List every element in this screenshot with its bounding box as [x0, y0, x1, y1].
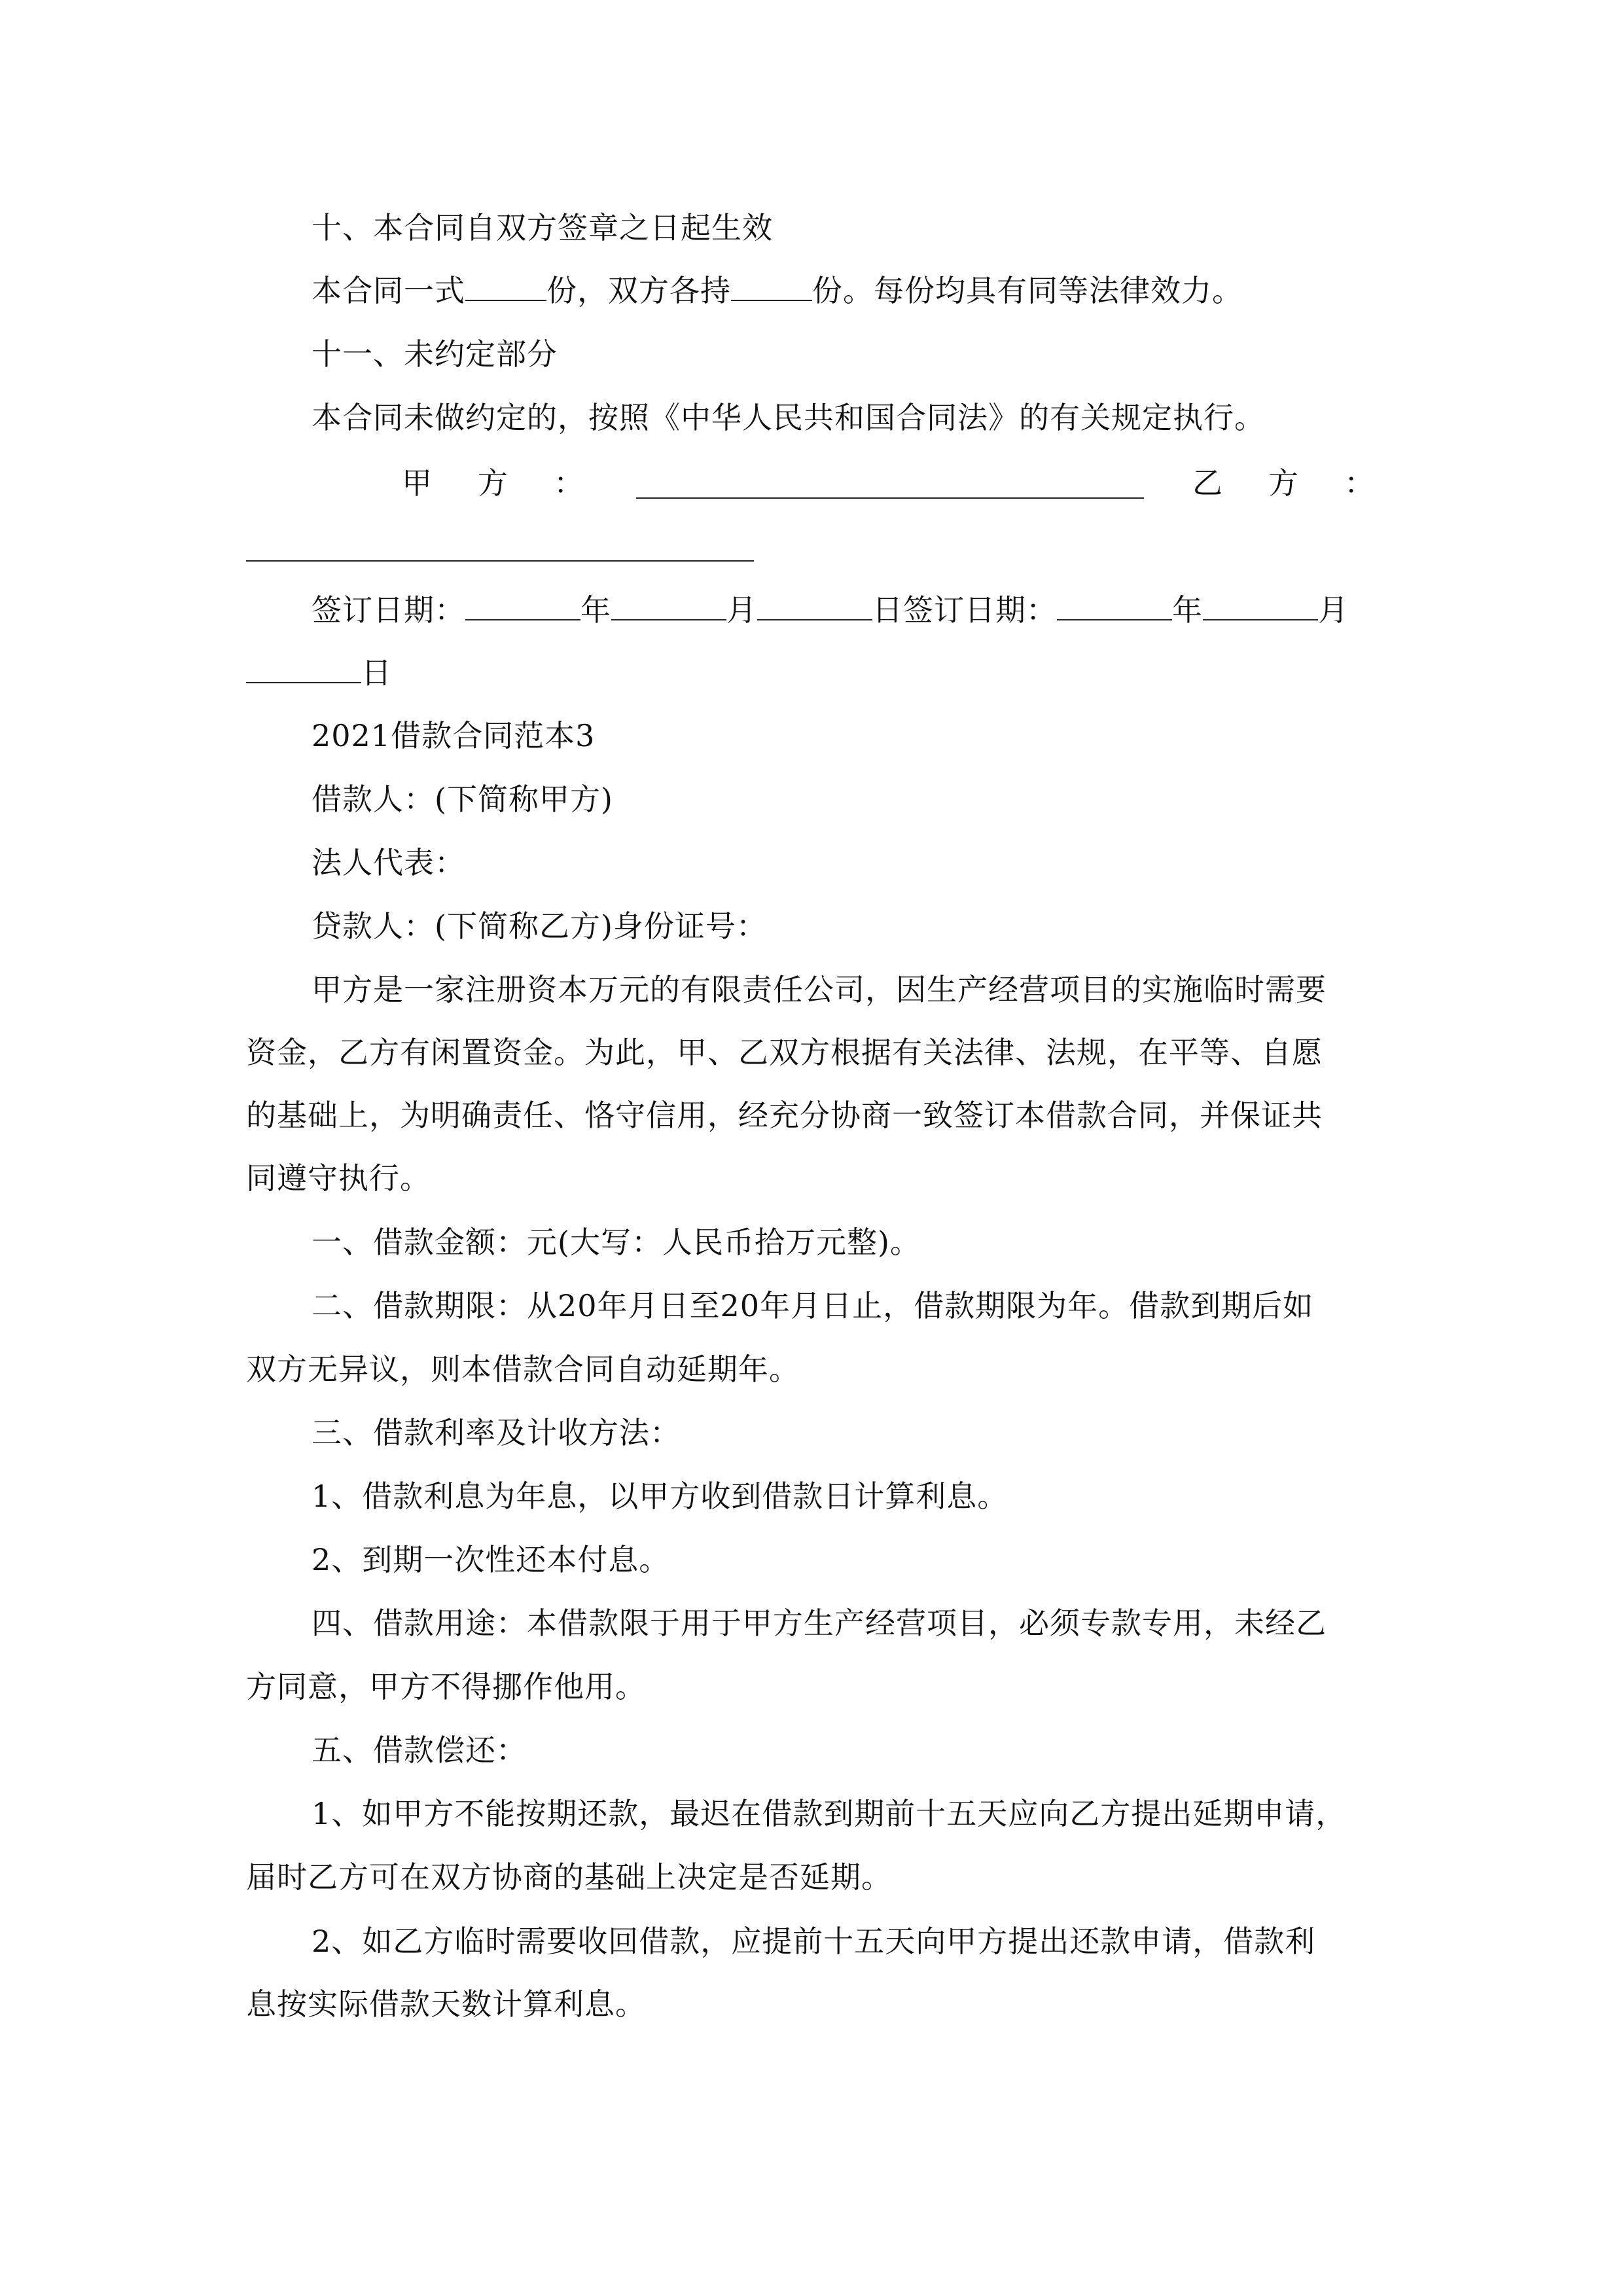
clause-2-line-1: 二、借款期限：从20年月日至20年月日止，借款期限为年。借款到期后如 — [312, 1288, 1314, 1323]
date-label-a: 签订日期： — [312, 592, 465, 628]
day-blank-b — [246, 656, 361, 683]
party-a-signature-line — [636, 497, 1144, 499]
date-label-b: 日签订日期： — [872, 592, 1057, 628]
borrower-line: 借款人：(下简称甲方) — [312, 781, 613, 817]
clause-5-item-1-line-2: 届时乙方可在双方协商的基础上决定是否延期。 — [246, 1859, 892, 1895]
copies-each-blank — [731, 274, 812, 301]
year-blank-b — [1057, 593, 1172, 620]
copies-text-a: 本合同一式 — [312, 273, 465, 308]
section-10-copies — [312, 271, 1243, 310]
clause-5: 五、借款偿还： — [312, 1732, 527, 1768]
section-11-text: 本合同未做约定的，按照《中华人民共和国合同法》的有关规定执行。 — [312, 400, 1265, 435]
contract-3-title: 2021借款合同范本3 — [312, 718, 596, 753]
copies-text-c: 份。每份均具有同等法律效力。 — [812, 273, 1243, 308]
clause-3-item-2: 2、到期一次性还本付息。 — [312, 1542, 670, 1577]
clause-5-item-1-line-1: 1、如甲方不能按期还款，最迟在借款到期前十五天应向乙方提出延期申请， — [312, 1796, 1347, 1831]
party-a-char-1: 甲 — [402, 465, 433, 501]
party-b-signature-line — [246, 560, 754, 562]
intro-line-2: 资金，乙方有闲置资金。为此，甲、乙双方根据有关法律、法规，在平等、自愿 — [246, 1035, 1323, 1070]
party-b-char-2: 方 — [1268, 465, 1299, 501]
clause-5-item-2-line-1: 2、如乙方临时需要收回借款，应提前十五天向甲方提出还款申请，借款利 — [312, 1924, 1316, 1959]
day-text-b: 日 — [361, 655, 392, 691]
party-a-char-2: 方 — [478, 465, 508, 501]
clause-3-item-1: 1、借款利息为年息，以甲方收到借款日计算利息。 — [312, 1479, 1008, 1514]
day-blank-a — [757, 593, 872, 620]
clause-4-line-1: 四、借款用途：本借款限于用于甲方生产经营项目，必须专款专用，未经乙 — [312, 1605, 1327, 1641]
section-10-title: 十、本合同自双方签章之日起生效 — [312, 210, 773, 245]
month-blank-b — [1203, 593, 1318, 620]
month-text-b: 月 — [1318, 592, 1349, 628]
clause-2-line-2: 双方无异议，则本借款合同自动延期年。 — [246, 1352, 800, 1387]
intro-line-3: 的基础上，为明确责任、恪守信用，经充分协商一致签订本借款合同，并保证共 — [246, 1098, 1323, 1133]
signing-date-line — [312, 590, 1349, 630]
copies-text-b: 份，双方各持 — [546, 273, 731, 308]
month-blank-a — [611, 593, 726, 620]
lender-line: 贷款人：(下简称乙方)身份证号： — [312, 908, 767, 944]
year-text-a: 年 — [580, 592, 611, 628]
section-11-title: 十一、未约定部分 — [312, 336, 558, 372]
party-b-colon: ： — [1344, 465, 1375, 501]
intro-line-4: 同遵守执行。 — [246, 1160, 431, 1196]
legal-rep-line: 法人代表： — [312, 845, 465, 880]
year-blank-a — [465, 593, 580, 620]
clause-1: 一、借款金额：元(大写：人民币拾万元整)。 — [312, 1225, 921, 1260]
clause-5-item-2-line-2: 息按实际借款天数计算利息。 — [246, 1986, 646, 2022]
clause-4-line-2: 方同意，甲方不得挪作他用。 — [246, 1669, 646, 1704]
copies-total-blank — [465, 274, 546, 301]
clause-3: 三、借款利率及计收方法： — [312, 1415, 681, 1450]
month-text-a: 月 — [726, 592, 757, 628]
intro-line-1: 甲方是一家注册资本万元的有限责任公司，因生产经营项目的实施临时需要 — [312, 972, 1327, 1007]
party-b-char-1: 乙 — [1192, 465, 1223, 501]
party-a-colon: ： — [554, 465, 584, 501]
signing-date-day — [246, 653, 392, 692]
year-text-b: 年 — [1172, 592, 1203, 628]
